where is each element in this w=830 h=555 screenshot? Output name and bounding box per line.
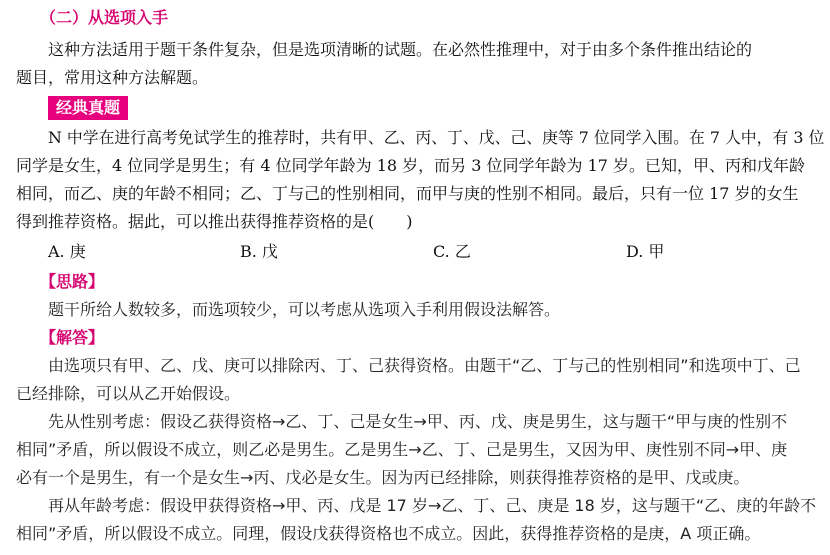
option-b: B. 戊: [240, 242, 278, 261]
answer-p2-line-1: 先从性别考虑：假设乙获得资格→乙、丁、己是女生→甲、丙、戊、庚是男生，这与题干“甲与庚的性别不: [48, 412, 788, 431]
answer-p3-line-1: 再从年龄考虑：假设甲获得资格→甲、丙、戊是 17 岁→乙、丁、己、庚是 18 岁，这与题干“乙、庚的年龄不: [48, 496, 817, 515]
answer-p2-line-2: 相同”矛盾，所以假设不成立，则乙必是男生。乙是男生→乙、丁、己是男生，又因为甲、庚性别不同→甲、庚: [16, 440, 788, 459]
thinking-text: 题干所给人数较多，而选项较少，可以考虑从选项入手利用假设法解答。: [48, 300, 561, 319]
option-d: D. 甲: [626, 242, 665, 261]
intro-line-2: 题目，常用这种方法解题。: [16, 68, 209, 87]
option-a: A. 庚: [48, 242, 86, 261]
classic-question-tag: 经典真题: [48, 96, 128, 120]
answer-label: 【解答】: [40, 328, 105, 347]
section-heading: （二）从选项入手: [40, 8, 169, 27]
answer-p1-line-2: 已经排除，可以从乙开始假设。: [16, 384, 241, 403]
question-line-3: 相同，而乙、庚的年龄不相同；乙、丁与己的性别相同，而甲与庚的性别不相同。最后，只有一位 17 岁的女生: [16, 184, 799, 203]
answer-p2-line-3: 必有一个是男生，有一个是女生→丙、戊必是女生。因为丙已经排除，则获得推荐资格的是甲、戊或庚。: [16, 468, 750, 487]
question-line-2: 同学是女生，4 位同学是男生；有 4 位同学年龄为 18 岁，而另 3 位同学年龄为 17 岁。已知，甲、丙和戊年龄: [16, 156, 806, 175]
thinking-label: 【思路】: [40, 272, 105, 291]
option-c: C. 乙: [433, 242, 471, 261]
intro-line-1: 这种方法适用于题干条件复杂，但是选项清晰的试题。在必然性推理中，对于由多个条件推出结论的: [48, 40, 753, 59]
question-line-1: N 中学在进行高考免试学生的推荐时，共有甲、乙、丙、丁、戊、己、庚等 7 位同学入围。在 7 人中，有 3 位: [48, 128, 825, 147]
answer-p3-line-2: 相同”矛盾，所以假设不成立。同理，假设戊获得资格也不成立。因此，获得推荐资格的是庚，A 项正确。: [16, 524, 761, 543]
answer-p1-line-1: 由选项只有甲、乙、戊、庚可以排除丙、丁、己获得资格。由题干“乙、丁与己的性别相同”和选项中丁、己: [48, 356, 801, 375]
question-line-4: 得到推荐资格。据此，可以推出获得推荐资格的是( ): [16, 212, 413, 231]
